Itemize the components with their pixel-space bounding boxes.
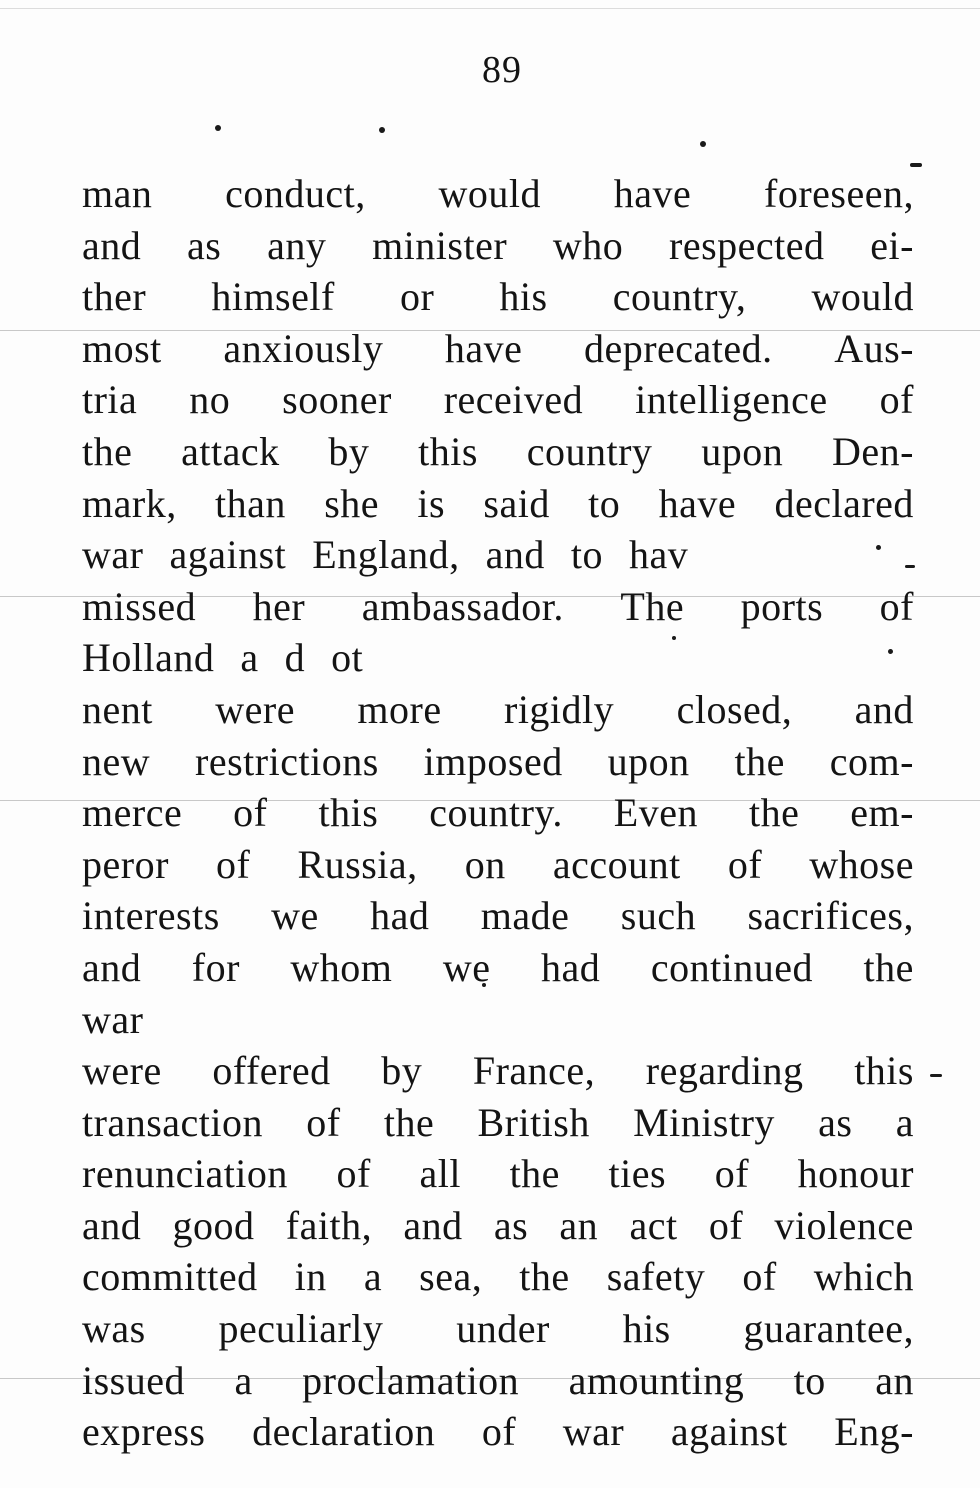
word: minister bbox=[372, 222, 508, 268]
word: had bbox=[541, 944, 601, 990]
word: whom bbox=[290, 944, 393, 990]
word: ambassador. bbox=[361, 583, 564, 629]
word: mark, bbox=[82, 480, 177, 526]
word: of bbox=[714, 1151, 750, 1197]
word: imposed bbox=[423, 738, 563, 784]
text-line bbox=[82, 168, 914, 220]
word: of bbox=[727, 841, 763, 887]
page-number: 89 bbox=[482, 49, 522, 91]
ink-speck bbox=[930, 1074, 942, 1077]
word: of bbox=[879, 583, 914, 629]
word: com- bbox=[829, 738, 914, 784]
word: of bbox=[306, 1099, 341, 1145]
word: violence bbox=[774, 1202, 914, 1248]
word: against bbox=[169, 532, 287, 578]
word: this bbox=[418, 428, 478, 474]
word: a bbox=[895, 1099, 914, 1145]
word: have bbox=[658, 480, 737, 526]
word: sea, bbox=[419, 1254, 483, 1300]
word: of bbox=[708, 1202, 744, 1248]
word: and bbox=[854, 686, 914, 732]
text-line bbox=[82, 529, 914, 581]
text-line bbox=[82, 1355, 914, 1407]
word: Den- bbox=[831, 428, 914, 474]
word: to bbox=[588, 480, 621, 526]
word: of bbox=[879, 377, 914, 423]
word: and bbox=[82, 1202, 142, 1248]
word: whose bbox=[809, 841, 914, 887]
word: of bbox=[481, 1409, 517, 1455]
word: England, bbox=[312, 532, 460, 578]
word: his bbox=[622, 1306, 671, 1352]
word: guarantee, bbox=[743, 1306, 914, 1352]
word: foreseen, bbox=[764, 171, 914, 216]
word: safety bbox=[606, 1254, 706, 1300]
text-line bbox=[82, 1148, 914, 1200]
word: the bbox=[734, 738, 785, 784]
word: British bbox=[477, 1099, 590, 1145]
word: Russia, bbox=[297, 841, 418, 887]
word: no bbox=[189, 377, 231, 423]
ink-speck bbox=[379, 127, 385, 133]
word: declared bbox=[774, 480, 914, 526]
word: we bbox=[271, 893, 319, 939]
word: honour bbox=[797, 1151, 914, 1197]
word: sooner bbox=[282, 377, 392, 423]
word: restrictions bbox=[195, 738, 379, 784]
text-line bbox=[82, 220, 914, 272]
text-line bbox=[82, 787, 914, 839]
word: tria bbox=[82, 377, 138, 423]
word: ot bbox=[331, 635, 364, 681]
text-line bbox=[82, 942, 914, 994]
text-line bbox=[82, 684, 914, 736]
word: have bbox=[613, 171, 692, 216]
text-line bbox=[82, 1097, 914, 1149]
word: France, bbox=[472, 1048, 596, 1094]
text-line bbox=[82, 736, 914, 788]
word: would bbox=[438, 171, 541, 216]
word: new bbox=[82, 738, 151, 784]
text-line bbox=[82, 994, 914, 1046]
text-line bbox=[82, 1045, 914, 1097]
body-text bbox=[82, 168, 914, 1458]
word: the bbox=[509, 1151, 560, 1197]
text-line bbox=[82, 1200, 914, 1252]
word: as bbox=[493, 1202, 529, 1248]
text-line bbox=[82, 839, 914, 891]
word: nent bbox=[82, 686, 153, 732]
word: more bbox=[357, 686, 442, 732]
word: Ministry bbox=[633, 1099, 775, 1145]
word: most bbox=[82, 325, 162, 371]
word: and bbox=[82, 222, 142, 268]
word: attack bbox=[181, 428, 280, 474]
text-line bbox=[82, 581, 914, 633]
word: ei- bbox=[870, 222, 914, 268]
word: the bbox=[519, 1254, 570, 1300]
word: war bbox=[82, 532, 144, 578]
word: peculiarly bbox=[218, 1306, 384, 1352]
word: in bbox=[294, 1254, 327, 1300]
word: missed bbox=[82, 583, 197, 629]
word: is bbox=[417, 480, 446, 526]
word: the bbox=[82, 428, 133, 474]
text-line bbox=[82, 632, 914, 684]
ink-speck bbox=[700, 141, 706, 147]
word: himself bbox=[211, 274, 335, 320]
word: for bbox=[191, 944, 240, 990]
word: interests bbox=[82, 893, 220, 939]
text-line bbox=[82, 374, 914, 426]
word: which bbox=[813, 1254, 914, 1300]
word: all bbox=[419, 1151, 461, 1197]
text-line bbox=[82, 426, 914, 478]
word: had bbox=[370, 893, 430, 939]
word: peror bbox=[82, 841, 169, 887]
word: account bbox=[552, 841, 681, 887]
word: d bbox=[284, 635, 306, 681]
word: rigidly bbox=[504, 686, 615, 732]
word: Holland bbox=[82, 635, 215, 681]
word: a bbox=[240, 635, 259, 681]
word: transaction bbox=[82, 1099, 263, 1145]
word: to bbox=[793, 1357, 826, 1403]
word: Even bbox=[613, 790, 698, 836]
word: she bbox=[324, 480, 380, 526]
word: ports bbox=[740, 583, 824, 629]
word: closed, bbox=[676, 686, 793, 732]
word: would bbox=[811, 274, 914, 320]
word: Aus- bbox=[834, 325, 914, 371]
word: by bbox=[328, 428, 370, 474]
word: good bbox=[172, 1202, 255, 1248]
word: as bbox=[818, 1099, 853, 1145]
word: a bbox=[363, 1254, 383, 1300]
word: as bbox=[187, 222, 222, 268]
word: and bbox=[485, 532, 545, 578]
word: of bbox=[233, 790, 268, 836]
word: of bbox=[216, 841, 251, 887]
word: country. bbox=[429, 790, 563, 836]
word: or bbox=[399, 274, 435, 320]
word: offered bbox=[212, 1048, 331, 1094]
word: an bbox=[559, 1202, 599, 1248]
word: was bbox=[82, 1306, 146, 1352]
word: em- bbox=[850, 790, 914, 836]
word: deprecated. bbox=[583, 325, 773, 371]
word: proclamation bbox=[302, 1357, 520, 1403]
word: of bbox=[336, 1151, 371, 1197]
word: the bbox=[748, 790, 800, 836]
word: were bbox=[82, 1048, 162, 1094]
word: committed bbox=[82, 1254, 258, 1300]
word: to bbox=[570, 532, 603, 578]
word: any bbox=[267, 222, 327, 268]
word: country, bbox=[612, 274, 747, 320]
text-line bbox=[82, 1303, 914, 1355]
text-line bbox=[82, 1251, 914, 1303]
word: the bbox=[383, 1099, 435, 1145]
word: this bbox=[318, 790, 379, 836]
word: under bbox=[456, 1306, 550, 1352]
word: respected bbox=[669, 222, 825, 268]
word: and bbox=[82, 944, 142, 990]
word: regarding bbox=[645, 1048, 804, 1094]
word: received bbox=[443, 377, 584, 423]
word: than bbox=[215, 480, 286, 526]
word: ties bbox=[608, 1151, 667, 1197]
word: upon bbox=[607, 738, 690, 784]
text-line bbox=[82, 323, 914, 375]
scan-rule-top bbox=[0, 8, 980, 9]
ink-speck bbox=[215, 125, 221, 131]
ink-speck bbox=[910, 163, 922, 167]
word: The bbox=[620, 583, 685, 629]
word: amounting bbox=[568, 1357, 745, 1403]
word: on bbox=[464, 841, 506, 887]
word: a bbox=[234, 1357, 253, 1403]
word: country bbox=[526, 428, 653, 474]
word: war bbox=[562, 1409, 625, 1455]
word: the bbox=[863, 944, 914, 990]
word: renunciation bbox=[82, 1151, 288, 1197]
text-line bbox=[82, 271, 914, 323]
word: express bbox=[82, 1409, 206, 1455]
word: such bbox=[620, 893, 697, 939]
word: her bbox=[252, 583, 306, 629]
word: and bbox=[403, 1202, 463, 1248]
word: said bbox=[483, 480, 550, 526]
text-line bbox=[82, 478, 914, 530]
word: his bbox=[499, 274, 548, 320]
word: an bbox=[875, 1357, 914, 1403]
word: merce bbox=[82, 790, 183, 836]
word: this bbox=[854, 1048, 914, 1094]
word: who bbox=[552, 222, 624, 268]
word: conduct, bbox=[225, 171, 366, 216]
word: against bbox=[670, 1409, 788, 1455]
word: intelligence bbox=[635, 377, 828, 423]
word: issued bbox=[82, 1357, 185, 1403]
word: anxiously bbox=[223, 325, 384, 371]
word: sacrifices, bbox=[747, 893, 914, 939]
word: ther bbox=[82, 274, 147, 320]
word: declaration bbox=[252, 1409, 436, 1455]
word: upon bbox=[701, 428, 784, 474]
word: faith, bbox=[285, 1202, 373, 1248]
word: man bbox=[82, 171, 153, 216]
word: Eng- bbox=[834, 1409, 914, 1455]
word: hav bbox=[628, 532, 689, 578]
word: made bbox=[480, 893, 570, 939]
word: of bbox=[742, 1254, 777, 1300]
word: have bbox=[444, 325, 523, 371]
text-line bbox=[82, 1406, 914, 1458]
word: war bbox=[82, 996, 144, 1042]
text-line bbox=[82, 890, 914, 942]
word: we bbox=[442, 944, 491, 990]
word: were bbox=[215, 686, 295, 732]
word: continued bbox=[650, 944, 814, 990]
word: act bbox=[629, 1202, 678, 1248]
word: by bbox=[381, 1048, 423, 1094]
